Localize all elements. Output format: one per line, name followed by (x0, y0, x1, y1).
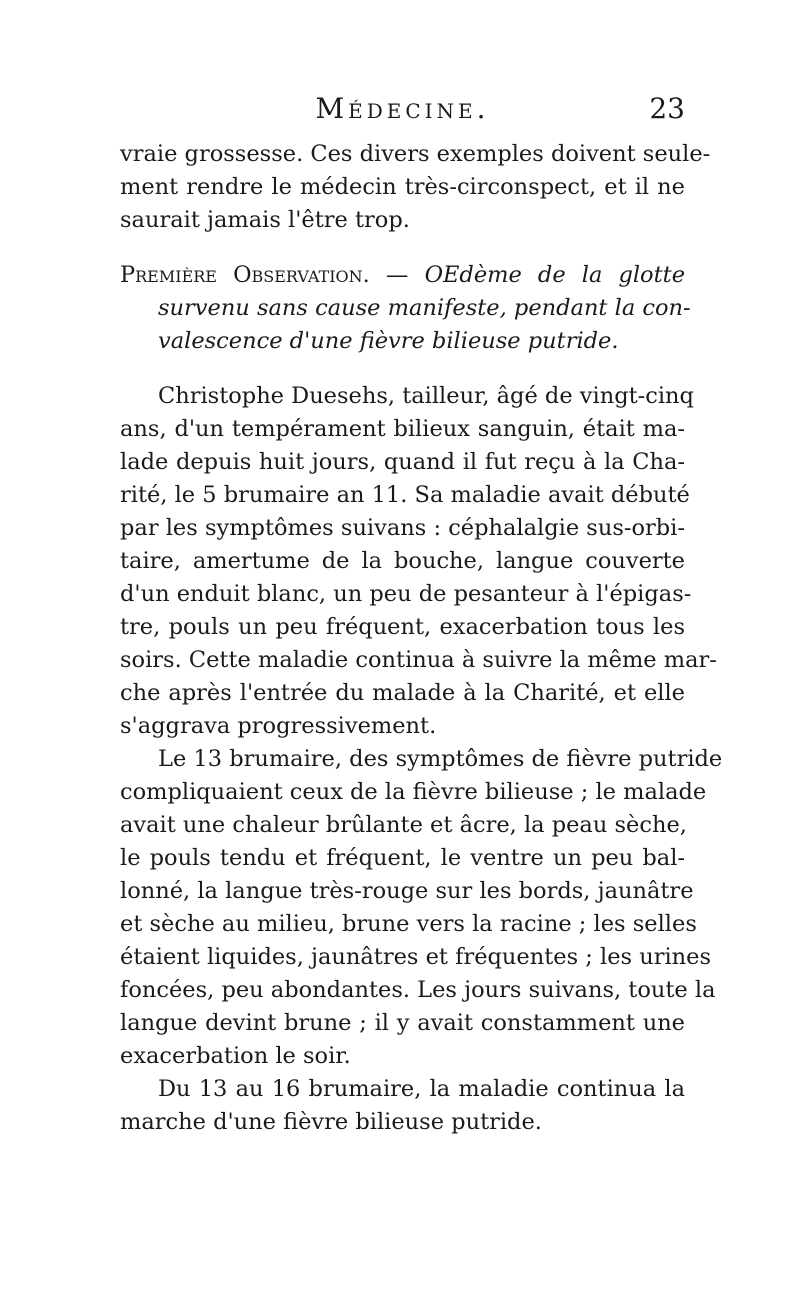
text-line: exacerbation le soir. (120, 1043, 351, 1069)
text-line: s'aggrava progressivement. (120, 713, 437, 739)
running-head (120, 92, 685, 132)
paragraph-progression (120, 1073, 685, 1139)
text-line: taire, amertume de la bouche, langue couverte (120, 548, 685, 574)
observation-title-line: valescence d'une fièvre bilieuse putride. (158, 328, 619, 354)
text-line: che après l'entrée du malade à la Charité, et elle (120, 680, 685, 706)
page-number: 23 (649, 92, 685, 125)
text-line: lonné, la langue très-rouge sur les bords, jaunâtre (120, 878, 694, 904)
observation-title: OEdème de la glotte (424, 262, 686, 288)
text-line: foncées, peu abondantes. Les jours suivans, toute la (120, 977, 716, 1003)
text-line: vraie grossesse. Ces divers exemples doivent seule- (120, 141, 711, 167)
text-line: rité, le 5 brumaire an 11. Sa maladie avait débuté (120, 482, 690, 508)
text-line: lade depuis huit jours, quand il fut reçu à la Cha- (120, 449, 685, 475)
text-line: par les symptômes suivans : céphalalgie sus-orbi- (120, 515, 685, 541)
text-line: ans, d'un tempérament bilieux sanguin, était ma- (120, 416, 685, 442)
text-line: Du 13 au 16 brumaire, la maladie continua la (158, 1076, 685, 1102)
spacer (120, 237, 685, 259)
text-line: d'un enduit blanc, un peu de pesanteur à l'épigas- (120, 581, 692, 607)
observation-title-line: survenu sans cause manifeste, pendant la con- (158, 295, 691, 321)
text-line: Christophe Duesehs, tailleur, âgé de vingt-cinq (158, 383, 694, 409)
text-line: ment rendre le médecin très-circonspect, et il ne (120, 174, 685, 200)
text-line: langue devint brune ; il y avait constamment une (120, 1010, 685, 1036)
text-line: marche d'une fièvre bilieuse putride. (120, 1109, 542, 1135)
text-line: Le 13 brumaire, des symptômes de fièvre putride (158, 746, 723, 772)
text-line: et sèche au milieu, brune vers la racine ; les selles (120, 911, 697, 937)
text-line: compliquaient ceux de la fièvre bilieuse ; le malade (120, 779, 707, 805)
paragraph-continuation (120, 138, 711, 237)
text-line (120, 259, 685, 292)
paragraph-case (120, 380, 717, 743)
spacer (120, 358, 685, 380)
text-line: étaient liquides, jaunâtres et fréquentes ; les urines (120, 944, 712, 970)
text-line: saurait jamais l'être trop. (120, 207, 410, 233)
observation-label: Première Observation. — (120, 262, 409, 288)
body-text (120, 138, 723, 1139)
text-line: tre, pouls un peu fréquent, exacerbation tous les (120, 614, 685, 640)
text-line: avait une chaleur brûlante et âcre, la peau sèche, (120, 812, 687, 838)
text-line: le pouls tendu et fréquent, le ventre un peu bal- (120, 845, 685, 871)
text-line: soirs. Cette maladie continua à suivre la même mar- (120, 647, 717, 673)
running-title: Médecine. (315, 92, 490, 125)
observation-heading (120, 259, 691, 358)
paragraph-symptoms (120, 743, 723, 1073)
